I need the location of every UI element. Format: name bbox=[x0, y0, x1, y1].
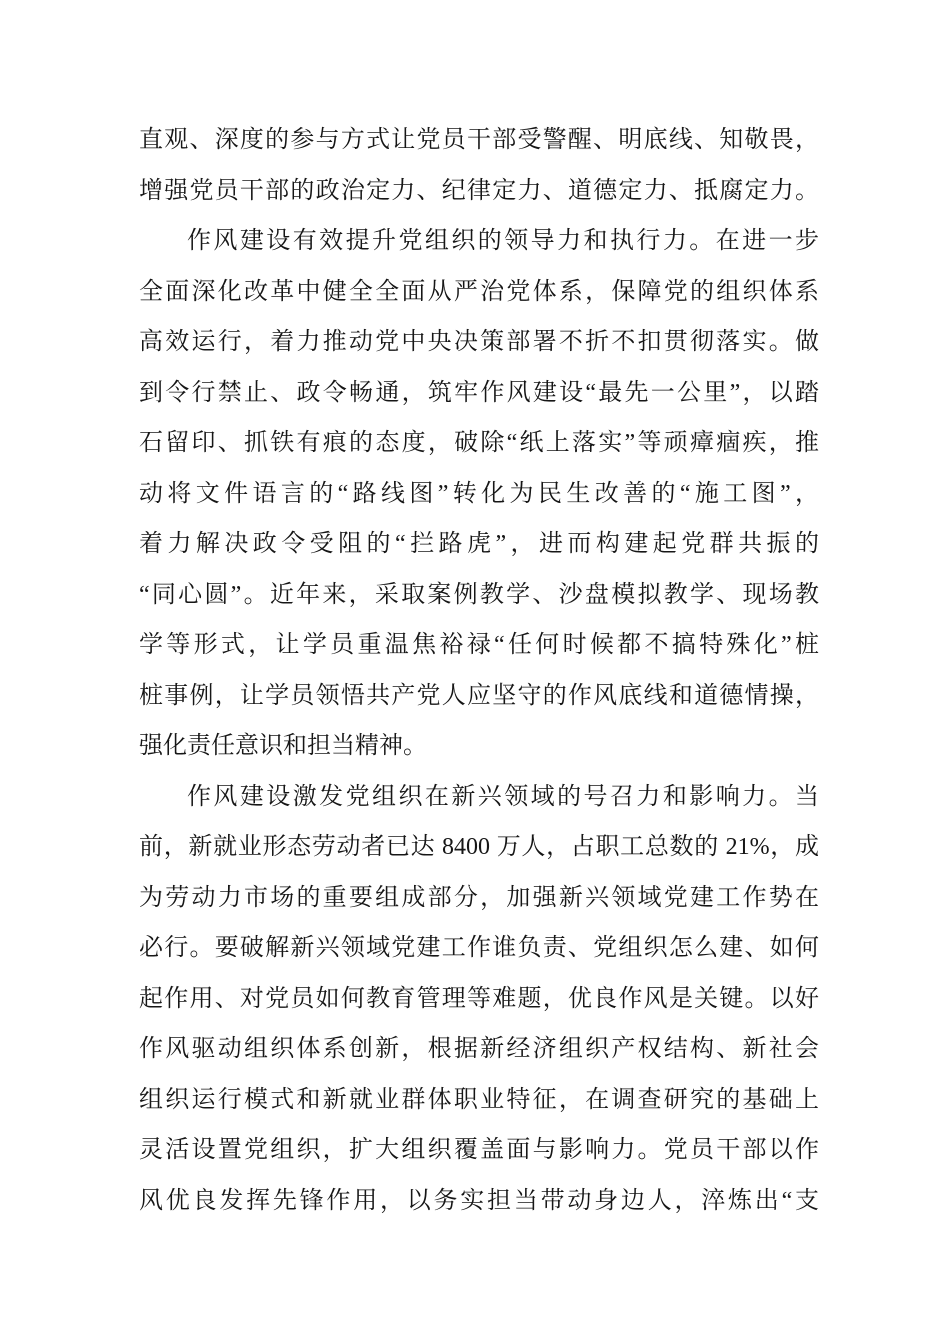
text-line: 全面深化改革中健全全面从严治党体系，保障党的组织体系 bbox=[139, 278, 819, 305]
text-line: 作风驱动组织体系创新，根据新经济组织产权结构、新社会 bbox=[139, 1036, 819, 1062]
paragraph bbox=[139, 216, 819, 772]
text-line: 强化责任意识和担当精神。 bbox=[139, 733, 427, 759]
text-line: 石留印、抓铁有痕的态度，破除“纸上落实”等顽瘴痼疾，推 bbox=[139, 430, 819, 456]
text-line: 风优良发挥先锋作用，以务实担当带动身边人，淬炼出“支 bbox=[139, 1187, 819, 1214]
document-body bbox=[139, 115, 819, 1226]
text-line: 直观、深度的参与方式让党员干部受警醒、明底线、知敬畏， bbox=[139, 127, 819, 153]
text-line: 必行。要破解新兴领域党建工作谁负责、党组织怎么建、如何 bbox=[139, 935, 819, 961]
text-line: 动将文件语言的“路线图”转化为民生改善的“施工图”， bbox=[139, 480, 819, 507]
text-line: 灵活设置党组织，扩大组织覆盖面与影响力。党员干部以作 bbox=[139, 1137, 819, 1163]
text-line: 桩事例，让学员领悟共产党人应坚守的作风底线和道德情操， bbox=[139, 682, 819, 709]
text-line: 学等形式，让学员重温焦裕禄“任何时候都不搞特殊化”桩 bbox=[139, 632, 819, 658]
text-line: 增强党员干部的政治定力、纪律定力、道德定力、抵腐定力。 bbox=[139, 177, 819, 204]
text-line: 高效运行，着力推动党中央决策部署不折不扣贯彻落实。做 bbox=[139, 329, 819, 355]
text-line: “同心圆”。近年来，采取案例教学、沙盘模拟教学、现场教 bbox=[139, 581, 819, 608]
text-line: 着力解决政令受阻的“拦路虎”，进而构建起党群共振的 bbox=[139, 531, 819, 557]
paragraph bbox=[139, 772, 819, 1227]
text-line: 组织运行模式和新就业群体职业特征，在调查研究的基础上 bbox=[139, 1086, 819, 1113]
text-line: 起作用、对党员如何教育管理等难题，优良作风是关键。以好 bbox=[139, 985, 819, 1012]
text-line: 为劳动力市场的重要组成部分，加强新兴领域党建工作势在 bbox=[139, 884, 819, 911]
text-line: 到令行禁止、政令畅通，筑牢作风建设“最先一公里”，以踏 bbox=[139, 379, 819, 406]
text-line: 作风建设有效提升党组织的领导力和执行力。在进一步 bbox=[187, 228, 819, 254]
text-line: 前，新就业形态劳动者已达 8400 万人，占职工总数的 21%，成 bbox=[139, 834, 819, 860]
paragraph bbox=[139, 115, 819, 216]
text-line: 作风建设激发党组织在新兴领域的号召力和影响力。当 bbox=[187, 783, 819, 810]
